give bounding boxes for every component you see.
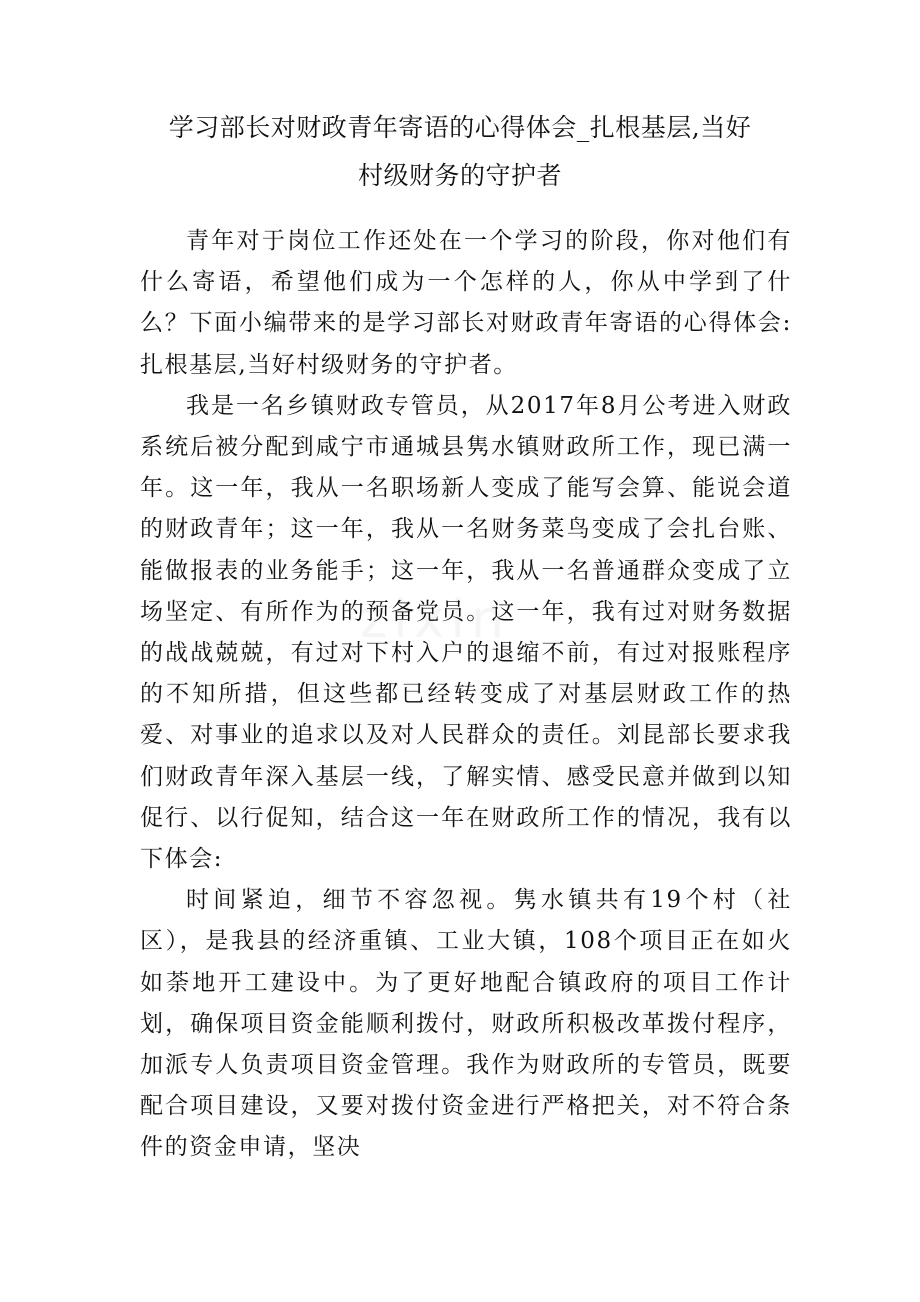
paragraph-1: 青年对于岗位工作还处在一个学习的阶段，你对他们有什么寄语，希望他们成为一个怎样的人，你从中学到了什么？下面小编带来的是学习部长对财政青年寄语的心得体会:扎根基层,当好村级财务的守护者。	[140, 228, 792, 378]
paragraph-3: 时间紧迫，细节不容忽视。隽水镇共有19个村（社区），是我县的经济重镇、工业大镇，108个项目正在如火如荼地开工建设中。为了更好地配合镇政府的项目工作计划，确保项目资金能顺利拨付，财政所积极改革拨付程序，加派专人负责项目资金管理。我作为财政所的专管员，既要配合项目建设，又要对拨付资金进行严格把关，对不符合条件的资金申请，坚决	[140, 887, 792, 1161]
document-title	[140, 104, 780, 200]
document-body	[140, 221, 792, 1169]
title-line-1: 学习部长对财政青年寄语的心得体会_扎根基层,当好	[168, 113, 752, 142]
title-line-2: 村级财务的守护者	[357, 161, 562, 190]
paragraph-2: 我是一名乡镇财政专管员，从2017年8月公考进入财政系统后被分配到咸宁市通城县隽水镇财政所工作，现已满一年。这一年，我从一名职场新人变成了能写会算、能说会道的财政青年；这一年，我从一名财务菜鸟变成了会扎台账、能做报表的业务能手；这一年，我从一名普通群众变成了立场坚定、有所作为的预备党员。这一年，我有过对财务数据的战战兢兢，有过对下村入户的退缩不前，有过对报账程序的不知所措，但这些都已经转变成了对基层财政工作的热爱、对事业的追求以及对人民群众的责任。刘昆部长要求我们财政青年深入基层一线，了解实情、感受民意并做到以知促行、以行促知，结合这一年在财政所工作的情况，我有以下体会:	[140, 392, 792, 873]
